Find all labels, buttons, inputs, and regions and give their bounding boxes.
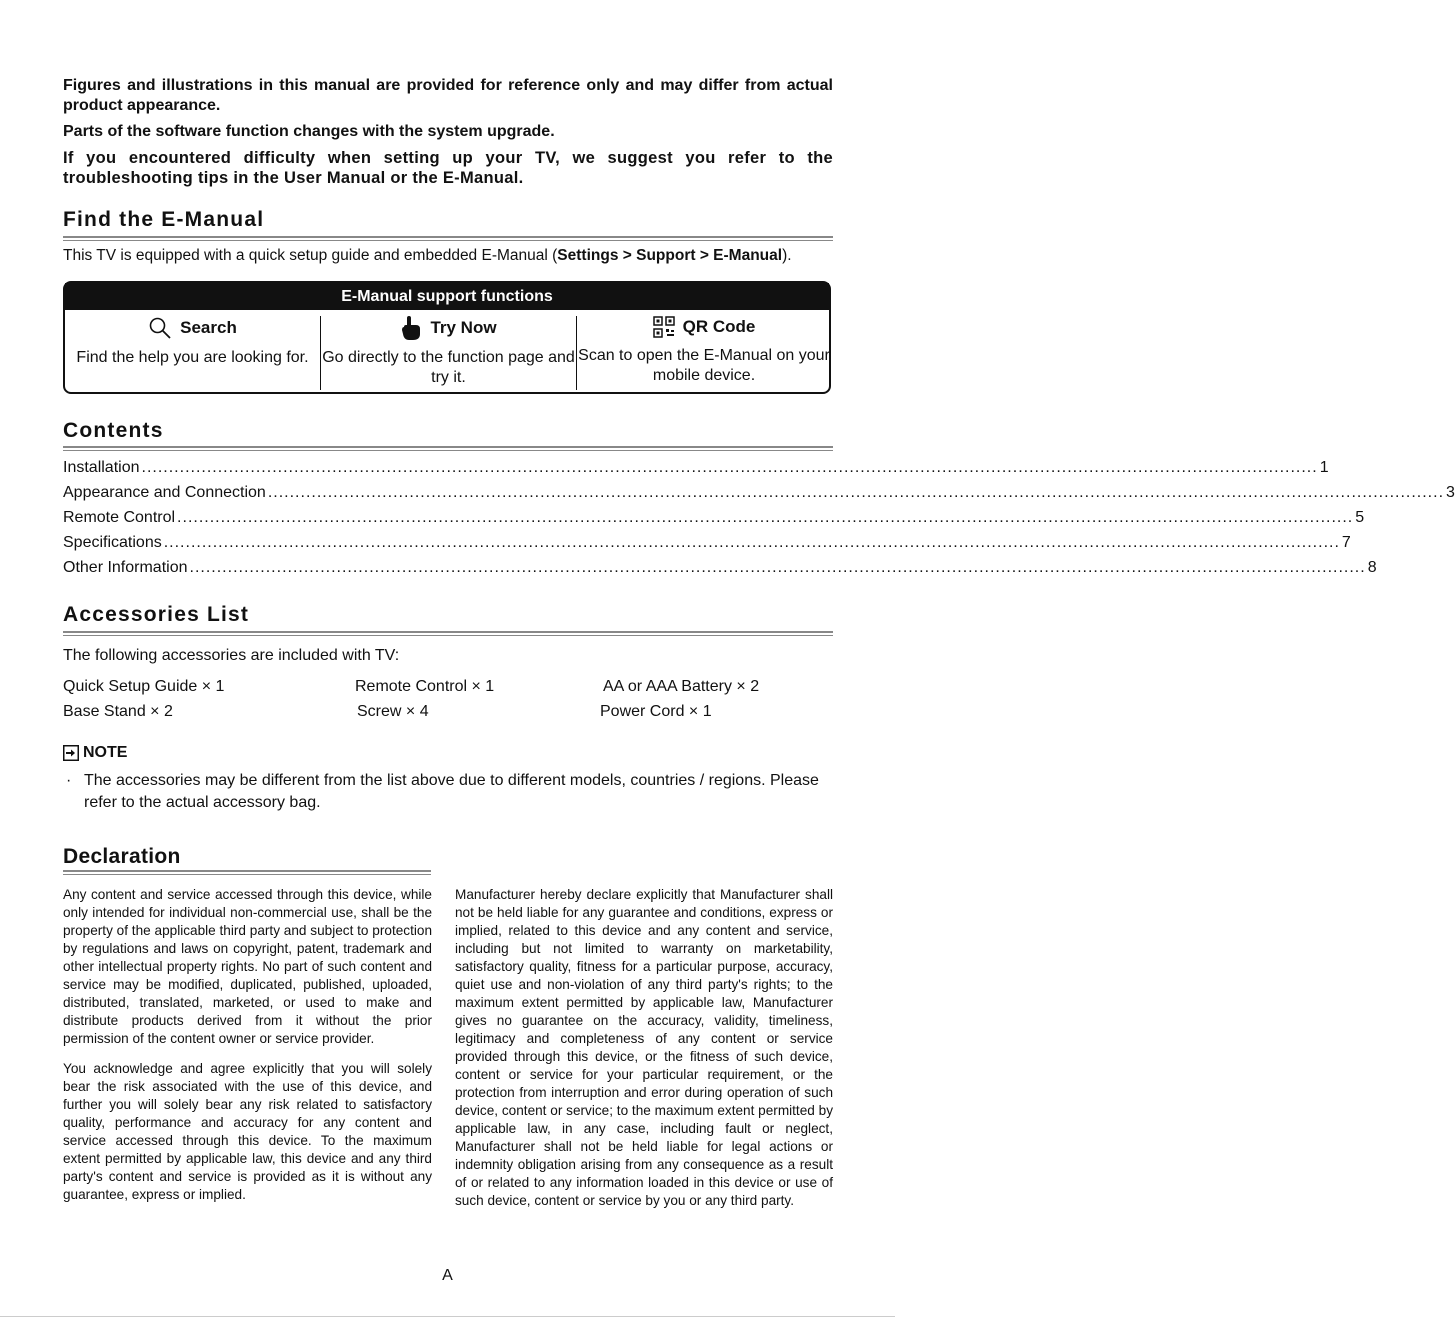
toc-item[interactable] — [63, 484, 1455, 506]
function-description: Find the help you are looking for. — [76, 349, 309, 366]
note-bullet: · — [66, 772, 72, 789]
accessory-item: Screw × 4 — [357, 703, 429, 720]
toc-page: 3 — [1446, 484, 1455, 501]
toc-leader: ........................................................................................................................................................................................................................ — [141, 459, 1318, 476]
function-qr-code — [577, 316, 831, 390]
function-description: Scan to open the E-Manual on your mobile device. — [578, 347, 830, 384]
toc-label: Other Information — [63, 559, 188, 576]
toc-page: 8 — [1367, 559, 1377, 576]
section-title-accessories: Accessories List — [63, 603, 250, 626]
section-rule — [63, 446, 833, 451]
qr-code-icon — [653, 316, 675, 338]
toc-leader: ........................................................................................................................................................................................................................ — [177, 509, 1354, 526]
intro-paragraph-3: If you encountered difficulty when setting up your TV, we suggest you refer to the troubleshooting tips in the User Manual or the E-Manual. — [63, 149, 833, 187]
toc-item[interactable] — [63, 509, 1365, 531]
toc-item[interactable] — [63, 459, 1329, 481]
note-arrow-icon — [63, 745, 79, 761]
function-try-now — [321, 316, 576, 390]
page-number: A — [442, 1267, 453, 1284]
function-title: Search — [180, 318, 237, 337]
toc-label: Specifications — [63, 534, 162, 551]
note-text: The accessories may be different from the list above due to different models, countries / regions. Please refer to the actual accessory bag. — [84, 772, 819, 811]
declaration-paragraph: You acknowledge and agree explicitly that you will solely bear the risk associated with the use of this device, and further you will solely bear any risk related to satisfactory quality, performance and accuracy for any content and service accessed through this device. To the maximum extent permitted by applicable law, this device and any third party's content and service is provided as it is without any guarantee, express or implied. — [63, 1061, 432, 1202]
function-title: Try Now — [430, 318, 497, 337]
toc-label: Installation — [63, 459, 140, 476]
toc-leader: ........................................................................................................................................................................................................................ — [267, 484, 1445, 501]
toc-item[interactable] — [63, 559, 1377, 581]
toc-page: 5 — [1355, 509, 1365, 526]
intro-paragraph-2: Parts of the software function changes with the system upgrade. — [63, 123, 555, 140]
declaration-right-column — [455, 886, 833, 1222]
search-icon — [148, 316, 172, 340]
function-title: QR Code — [682, 317, 756, 336]
section-rule — [63, 236, 833, 241]
accessory-item: AA or AAA Battery × 2 — [603, 678, 760, 695]
toc-label: Appearance and Connection — [63, 484, 266, 501]
hand-pointer-icon — [400, 316, 422, 340]
accessory-item: Remote Control × 1 — [355, 678, 495, 695]
toc-page: 1 — [1319, 459, 1329, 476]
toc-item[interactable] — [63, 534, 1351, 556]
toc-leader: ........................................................................................................................................................................................................................ — [163, 534, 1340, 551]
accessories-intro: The following accessories are included with TV: — [63, 647, 400, 664]
accessory-item: Power Cord × 1 — [600, 703, 712, 720]
function-description: Go directly to the function page and try it. — [322, 349, 575, 386]
accessory-item: Base Stand × 2 — [63, 703, 173, 720]
section-title-declaration: Declaration — [63, 845, 181, 868]
emanual-functions-header: E-Manual support functions — [65, 283, 829, 310]
declaration-paragraph: Any content and service accessed through this device, while only intended for individual non-commercial use, shall be the property of the applicable third party and subject to protection by regulations and laws on copyright, patent, trademark and other intellectual property rights. No part of such content and service may be modified, duplicated, published, uploaded, distributed, translated, marketed, or used to make and distribute products derived from it without the prior permission of the content owner or service provider. — [63, 887, 432, 1046]
section-rule — [63, 631, 833, 636]
toc-page: 7 — [1341, 534, 1351, 551]
accessory-item: Quick Setup Guide × 1 — [63, 678, 225, 695]
note-label: NOTE — [83, 744, 128, 761]
section-title-find-emanual: Find the E-Manual — [63, 208, 265, 231]
declaration-left-column — [63, 886, 432, 1216]
toc-leader: ........................................................................................................................................................................................................................ — [189, 559, 1366, 576]
section-rule — [63, 870, 431, 875]
note-heading — [63, 744, 127, 762]
intro-paragraph-1: Figures and illustrations in this manual are provided for reference only and may differ from actual product appearance. — [63, 77, 833, 114]
emanual-functions-box — [63, 281, 831, 394]
function-search — [65, 316, 320, 390]
note-item — [63, 770, 833, 814]
declaration-paragraph: Manufacturer hereby declare explicitly that Manufacturer shall not be held liable for any guarantee and conditions, express or implied, related to this device and any content and service, including but not limited to warranty on marketability, satisfactory quality, fitness for a particular purpose, accuracy, quiet use and non-violation of any third party's rights; to the maximum extent permitted by applicable law, Manufacturer gives no guarantee on the accuracy, validity, timeliness, legitimacy and completeness of any content or service provided through this device, or the fitness of such device, content or service for your particular requirement, or the protection from interruption and error during operation of such device, content or service; to the maximum extent permitted by applicable law, in any case, including fault or neglect, Manufacturer shall not be held liable for legal actions or indemnity obligation arising from any consequence as a result of or related to any information loaded in this device or use of such device, content or service by you or any third party. — [455, 887, 833, 1208]
page-bottom-line — [0, 1316, 895, 1317]
section-title-contents: Contents — [63, 419, 164, 442]
toc-label: Remote Control — [63, 509, 176, 526]
emanual-location-text: This TV is equipped with a quick setup guide and embedded E-Manual (Settings > Support > E-Manual). — [63, 247, 792, 264]
